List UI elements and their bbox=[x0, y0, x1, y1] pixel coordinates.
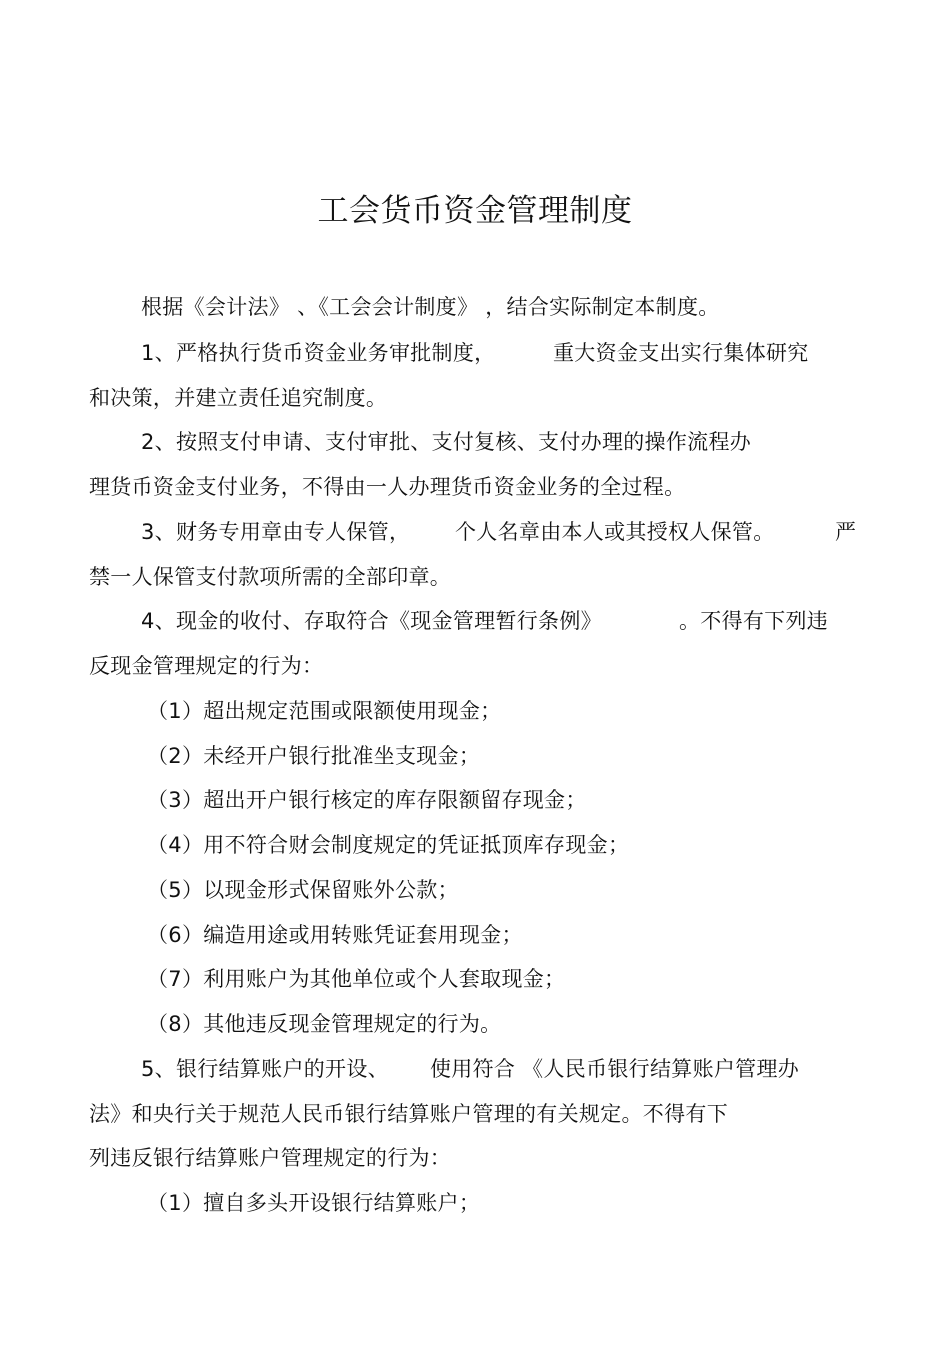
bank-rule-1: （1）擅自多头开设银行结算账户； bbox=[147, 1191, 481, 1215]
cash-rule-5: （5）以现金形式保留账外公款； bbox=[147, 878, 459, 902]
item-4-line-1a: 4、现金的收付、存取符合《现金管理暂行条例》 bbox=[141, 609, 602, 633]
item-1-line-1a: 1、严格执行货币资金业务审批制度， bbox=[141, 341, 496, 365]
item-3-line-1b: 个人名章由本人或其授权人保管。 bbox=[455, 520, 775, 544]
document-title: 工会货币资金管理制度 bbox=[317, 193, 633, 229]
item-5-line-2: 法》和央行关于规范人民币银行结算账户管理的有关规定。不得有下 bbox=[89, 1102, 728, 1126]
item-1-line-1b: 重大资金支出实行集体研究 bbox=[553, 341, 809, 365]
item-5-line-3: 列违反银行结算账户管理规定的行为： bbox=[89, 1146, 452, 1170]
item-2-line-1: 2、按照支付申请、支付审批、支付复核、支付办理的操作流程办 bbox=[141, 430, 752, 454]
item-3-line-1a: 3、财务专用章由专人保管， bbox=[141, 520, 411, 544]
item-5-line-1a: 5、银行结算账户的开设、 bbox=[141, 1057, 389, 1081]
cash-rule-4: （4）用不符合财会制度规定的凭证抵顶库存现金； bbox=[147, 833, 630, 857]
cash-rule-7: （7）利用账户为其他单位或个人套取现金； bbox=[147, 967, 566, 991]
cash-rule-6: （6）编造用途或用转账凭证套用现金； bbox=[147, 923, 523, 947]
cash-rule-3: （3）超出开户银行核定的库存限额留存现金； bbox=[147, 788, 587, 812]
item-3-line-2: 禁一人保管支付款项所需的全部印章。 bbox=[89, 565, 452, 589]
item-2-line-2: 理货币资金支付业务，不得由一人办理货币资金业务的全过程。 bbox=[89, 475, 686, 499]
item-4-line-2: 反现金管理规定的行为： bbox=[89, 654, 324, 678]
cash-rule-8: （8）其他违反现金管理规定的行为。 bbox=[147, 1012, 502, 1036]
cash-rule-2: （2）未经开户银行批准坐支现金； bbox=[147, 744, 481, 768]
intro-line: 根据《会计法》 、《工会会计制度》 ，结合实际制定本制度。 bbox=[141, 295, 720, 319]
item-5-line-1b: 使用符合 《人民币银行结算账户管理办 bbox=[430, 1057, 800, 1081]
item-1-line-2: 和决策，并建立责任追究制度。 bbox=[89, 386, 388, 410]
item-3-line-1c: 严 bbox=[835, 520, 857, 544]
cash-rule-1: （1）超出规定范围或限额使用现金； bbox=[147, 699, 502, 723]
item-4-line-1b: 。不得有下列违 bbox=[679, 609, 829, 633]
